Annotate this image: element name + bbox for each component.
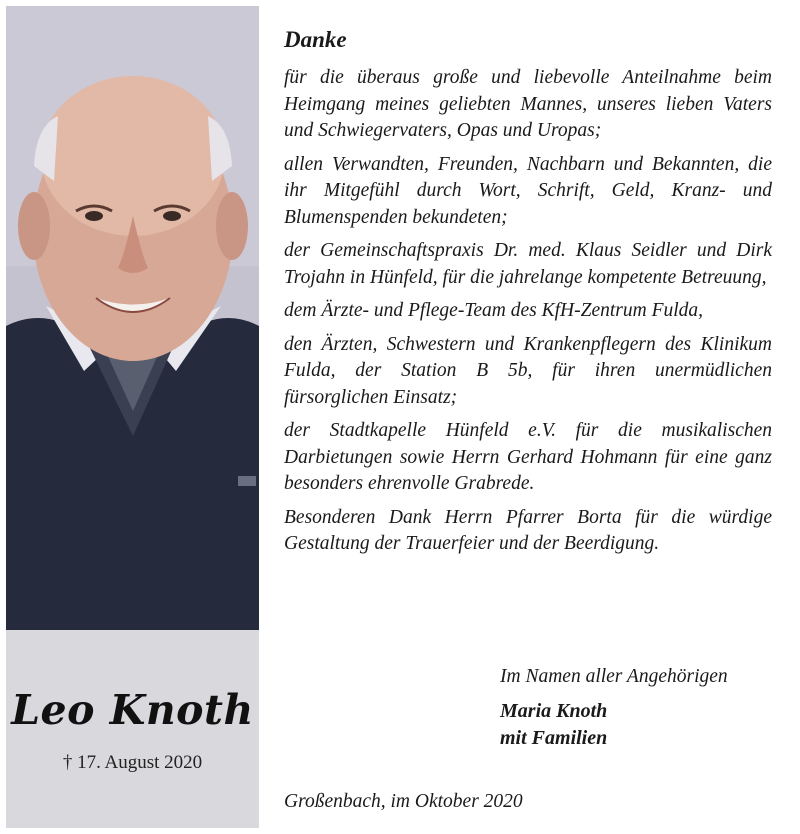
portrait-photo [6,6,259,630]
paragraph: Besonderen Dank Herrn Pfarrer Borta für die würdige Gestaltung der Trauerfeier und der Beerdigung. [284,506,772,554]
thanks-text [284,26,772,565]
signature-family: mit Familien [500,727,608,749]
paragraph: für die überaus große und liebevolle Anteilnahme beim Heimgang meines geliebten Mannes, unseres lieben Vaters und Schwiegervaters, Opas und Uropas; [284,67,772,141]
closing-block [500,666,780,752]
signature-name: Maria Knoth [500,700,608,722]
deceased-name: Leo Knoth [11,686,254,734]
portrait-illustration [6,6,259,630]
paragraph: dem Ärzte- und Pflege-Team des KfH-Zentrum Fulda, [284,300,704,321]
paragraph: der Gemeinschaftspraxis Dr. med. Klaus Seidler und Dirk Trojahn in Hünfeld, für die jahrelange kompetente Betreuung, [284,240,772,288]
death-date: † 17. August 2020 [62,752,203,773]
closing-intro: Im Namen aller Angehörigen [500,666,728,687]
paragraph: der Stadtkapelle Hünfeld e.V. für die musikalischen Darbietungen sowie Herrn Gerhard Hohmann für eine ganz besonders ehrenvolle Grabrede. [284,420,772,494]
heading-danke: Danke [284,27,347,52]
paragraph: allen Verwandten, Freunden, Nachbarn und Bekannten, die ihr Mitgefühl durch Wort, Schrift, Geld, Kranz- und Blumenspenden bekundeten; [284,153,772,228]
paragraph: den Ärzten, Schwestern und Krankenpflegern des Klinikum Fulda, der Station B 5b, für ihren unermüdlichen fürsorglichen Einsatz; [284,333,772,408]
place-date: Großenbach, im Oktober 2020 [284,791,523,812]
